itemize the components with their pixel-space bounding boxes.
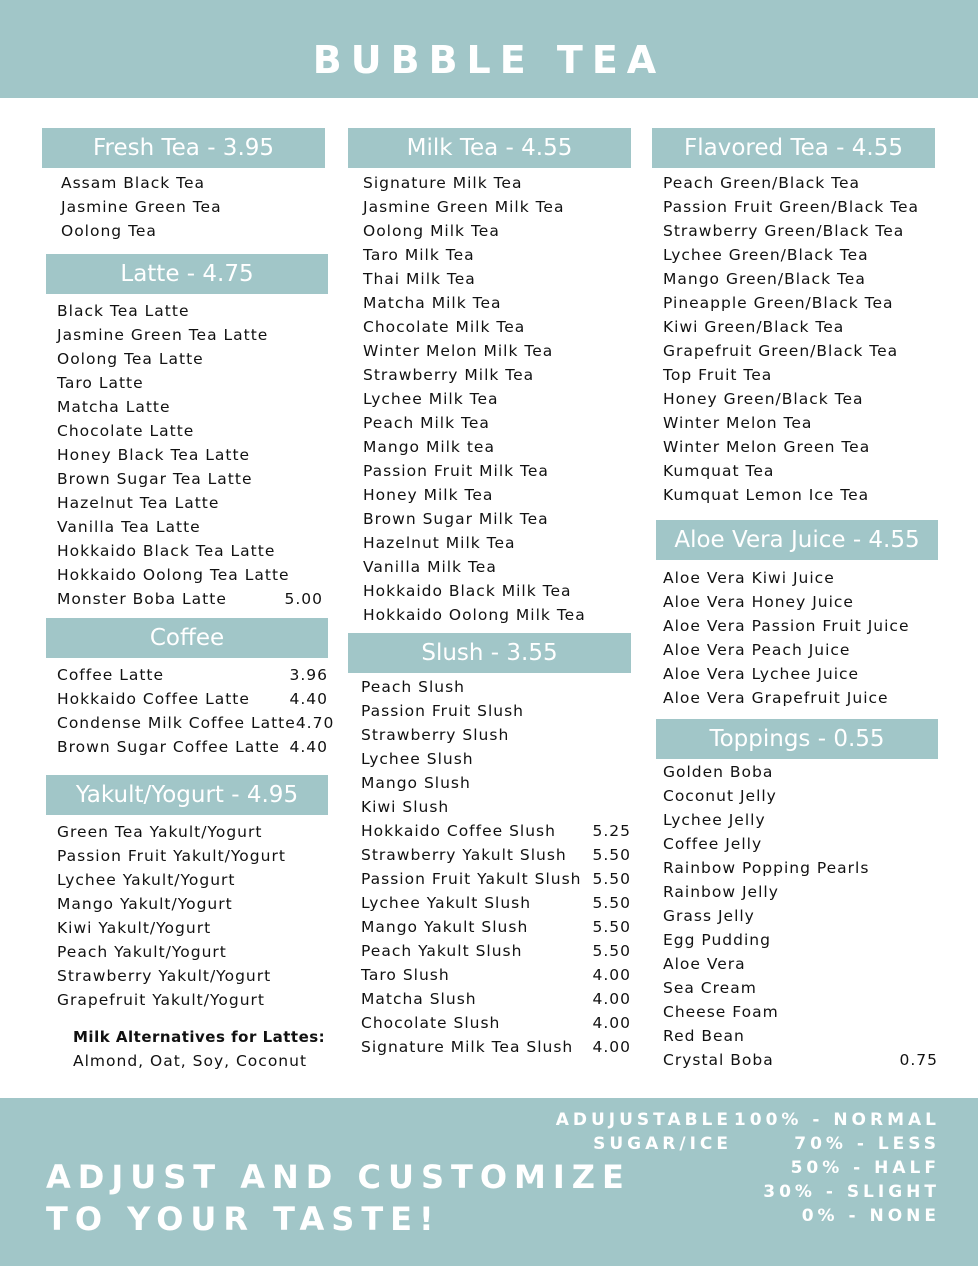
menu-item xyxy=(663,483,935,507)
menu-item xyxy=(363,363,631,387)
menu-item-name: Chocolate Slush xyxy=(361,1014,501,1032)
menu-item-name: Hazelnut Milk Tea xyxy=(363,534,516,552)
item-list xyxy=(652,168,935,507)
menu-item xyxy=(663,760,938,784)
menu-item-name: Peach Yakult Slush xyxy=(361,942,523,960)
menu-item-name: Sea Cream xyxy=(663,979,757,997)
menu-item-name: Peach Green/Black Tea xyxy=(663,174,860,192)
menu-item-name: Hokkaido Oolong Milk Tea xyxy=(363,606,586,624)
item-list xyxy=(46,658,335,759)
section-aloe-vera xyxy=(656,520,938,710)
item-list xyxy=(46,294,328,611)
milk-alternatives xyxy=(73,1025,325,1073)
menu-item-name: Strawberry Green/Black Tea xyxy=(663,222,905,240)
menu-item-price: 4.40 xyxy=(289,690,328,708)
menu-item-price: 5.50 xyxy=(592,870,631,888)
item-list xyxy=(656,759,938,1072)
item-list xyxy=(42,168,325,243)
menu-item-name: Peach Milk Tea xyxy=(363,414,490,432)
menu-item xyxy=(57,687,328,711)
menu-item-price: 5.25 xyxy=(592,822,631,840)
menu-item xyxy=(363,459,631,483)
menu-item-name: Hokkaido Black Milk Tea xyxy=(363,582,572,600)
menu-item-name: Mango Yakult/Yogurt xyxy=(57,895,233,913)
level-item: 70% - LESS xyxy=(794,1134,940,1154)
menu-item-name: Matcha Latte xyxy=(57,398,171,416)
menu-item-name: Kumquat Tea xyxy=(663,462,775,480)
menu-item xyxy=(57,491,323,515)
menu-item xyxy=(663,784,938,808)
menu-item-name: Strawberry Yakult/Yogurt xyxy=(57,967,272,985)
menu-item xyxy=(361,867,631,891)
menu-item xyxy=(361,699,631,723)
menu-item-name: Grapefruit Green/Black Tea xyxy=(663,342,899,360)
menu-item-price: 4.00 xyxy=(592,990,631,1008)
page-title: BUBBLE TEA xyxy=(312,38,666,82)
menu-item-name: Brown Sugar Coffee Latte xyxy=(57,738,280,756)
menu-item xyxy=(663,832,938,856)
menu-item-name: Assam Black Tea xyxy=(61,174,206,192)
menu-item xyxy=(361,771,631,795)
menu-item-name: Green Tea Yakult/Yogurt xyxy=(57,823,263,841)
level-item: 0% - NONE xyxy=(801,1206,940,1226)
menu-item-name: Vanilla Milk Tea xyxy=(363,558,497,576)
menu-item-name: Aloe Vera Grapefruit Juice xyxy=(663,689,889,707)
menu-item xyxy=(663,219,935,243)
menu-item xyxy=(663,856,938,880)
menu-item xyxy=(57,916,328,940)
menu-item-name: Taro Milk Tea xyxy=(363,246,475,264)
menu-item xyxy=(663,952,938,976)
level-item: 50% - HALF xyxy=(790,1158,940,1178)
menu-item xyxy=(361,963,631,987)
menu-item xyxy=(363,603,631,627)
menu-item xyxy=(663,363,935,387)
menu-item-name: Aloe Vera Peach Juice xyxy=(663,641,851,659)
menu-item xyxy=(361,1035,631,1059)
level-item: 30% - SLIGHT xyxy=(763,1182,940,1202)
menu-item xyxy=(663,638,938,662)
menu-item xyxy=(363,507,631,531)
menu-item-name: Honey Green/Black Tea xyxy=(663,390,864,408)
menu-item xyxy=(663,1048,938,1072)
menu-item-price: 4.00 xyxy=(592,1038,631,1056)
menu-item xyxy=(663,880,938,904)
menu-item xyxy=(361,1011,631,1035)
menu-item xyxy=(663,566,938,590)
menu-item xyxy=(57,735,328,759)
menu-item-name: Honey Black Tea Latte xyxy=(57,446,251,464)
menu-item-name: Signature Milk Tea Slush xyxy=(361,1038,574,1056)
item-list xyxy=(656,560,938,710)
menu-item xyxy=(57,940,328,964)
menu-item-name: Golden Boba xyxy=(663,763,774,781)
menu-item-name: Top Fruit Tea xyxy=(663,366,773,384)
menu-item xyxy=(57,515,323,539)
section-fresh-tea xyxy=(42,128,325,243)
menu-item-price: 3.96 xyxy=(289,666,328,684)
section-header: Yakult/Yogurt - 4.95 xyxy=(46,775,328,815)
menu-item-name: Oolong Tea xyxy=(61,222,157,240)
menu-item xyxy=(361,939,631,963)
level-item: 100% - NORMAL xyxy=(733,1110,940,1130)
menu-item-name: Kiwi Green/Black Tea xyxy=(663,318,845,336)
menu-item xyxy=(663,195,935,219)
menu-item-name: Winter Melon Milk Tea xyxy=(363,342,554,360)
menu-item-name: Chocolate Latte xyxy=(57,422,195,440)
section-header: Toppings - 0.55 xyxy=(656,719,938,759)
adjust-label-line-2: SUGAR/ICE xyxy=(593,1134,732,1154)
menu-item xyxy=(57,347,323,371)
menu-item-name: Aloe Vera Passion Fruit Juice xyxy=(663,617,910,635)
menu-item-name: Vanilla Tea Latte xyxy=(57,518,201,536)
menu-item xyxy=(363,339,631,363)
menu-item-name: Red Bean xyxy=(663,1027,745,1045)
menu-item xyxy=(663,614,938,638)
menu-item xyxy=(57,988,328,1012)
menu-item xyxy=(57,711,335,735)
menu-item xyxy=(363,219,631,243)
tagline-line-2: TO YOUR TASTE! xyxy=(46,1200,441,1238)
menu-item-name: Kiwi Yakult/Yogurt xyxy=(57,919,212,937)
section-header: Milk Tea - 4.55 xyxy=(348,128,631,168)
menu-item-name: Chocolate Milk Tea xyxy=(363,318,526,336)
menu-item xyxy=(663,1024,938,1048)
menu-item-name: Matcha Slush xyxy=(361,990,477,1008)
menu-item-name: Rainbow Jelly xyxy=(663,883,779,901)
menu-item-name: Oolong Tea Latte xyxy=(57,350,204,368)
menu-item-name: Coffee Latte xyxy=(57,666,165,684)
menu-item-name: Brown Sugar Milk Tea xyxy=(363,510,549,528)
menu-item xyxy=(57,467,323,491)
menu-item-name: Rainbow Popping Pearls xyxy=(663,859,870,877)
menu-item xyxy=(57,820,328,844)
menu-item-name: Peach Slush xyxy=(361,678,465,696)
menu-item-name: Hokkaido Black Tea Latte xyxy=(57,542,276,560)
menu-item xyxy=(663,291,935,315)
menu-item-name: Aloe Vera Lychee Juice xyxy=(663,665,860,683)
menu-item xyxy=(363,387,631,411)
menu-item xyxy=(361,795,631,819)
menu-item-name: Strawberry Milk Tea xyxy=(363,366,535,384)
menu-item-price: 5.50 xyxy=(592,942,631,960)
menu-item-name: Aloe Vera Honey Juice xyxy=(663,593,854,611)
menu-item-name: Hokkaido Oolong Tea Latte xyxy=(57,566,290,584)
menu-item xyxy=(663,928,938,952)
menu-item xyxy=(663,171,935,195)
menu-item xyxy=(57,419,323,443)
bottom-banner xyxy=(0,1098,978,1266)
menu-item-price: 4.00 xyxy=(592,1014,631,1032)
menu-item xyxy=(57,395,323,419)
menu-item xyxy=(57,892,328,916)
menu-item-name: Taro Latte xyxy=(57,374,144,392)
menu-item xyxy=(663,662,938,686)
menu-item-price: 4.70 xyxy=(295,714,335,732)
menu-item xyxy=(363,483,631,507)
menu-item-name: Hokkaido Coffee Slush xyxy=(361,822,556,840)
section-header: Aloe Vera Juice - 4.55 xyxy=(656,520,938,560)
menu-item-name: Coconut Jelly xyxy=(663,787,777,805)
menu-item-name: Crystal Boba xyxy=(663,1051,774,1069)
top-banner xyxy=(0,0,978,98)
menu-item xyxy=(663,590,938,614)
menu-item xyxy=(363,291,631,315)
item-list xyxy=(46,815,328,1012)
menu-item xyxy=(663,387,935,411)
menu-item xyxy=(57,868,328,892)
menu-item-name: Aloe Vera xyxy=(663,955,746,973)
menu-item xyxy=(663,267,935,291)
menu-item xyxy=(663,435,935,459)
section-yakult xyxy=(46,775,328,1012)
menu-item xyxy=(57,299,323,323)
menu-item xyxy=(363,555,631,579)
menu-item-name: Jasmine Green Tea xyxy=(61,198,222,216)
menu-item-name: Lychee Yakult Slush xyxy=(361,894,532,912)
menu-item xyxy=(361,723,631,747)
milk-alternatives-title: Milk Alternatives for Lattes: xyxy=(73,1028,326,1046)
menu-item xyxy=(57,964,328,988)
section-header: Flavored Tea - 4.55 xyxy=(652,128,935,168)
menu-item-name: Kumquat Lemon Ice Tea xyxy=(663,486,870,504)
menu-item xyxy=(663,1000,938,1024)
section-milk-tea xyxy=(348,128,631,627)
menu-item-name: Strawberry Yakult Slush xyxy=(361,846,567,864)
menu-item xyxy=(57,663,328,687)
menu-item-name: Oolong Milk Tea xyxy=(363,222,500,240)
menu-item xyxy=(61,195,325,219)
menu-item-price: 4.40 xyxy=(289,738,328,756)
menu-item-name: Mango Yakult Slush xyxy=(361,918,529,936)
menu-item xyxy=(361,747,631,771)
menu-item-name: Mango Green/Black Tea xyxy=(663,270,866,288)
menu-item xyxy=(361,891,631,915)
menu-item-name: Passion Fruit Slush xyxy=(361,702,525,720)
menu-item-name: Egg Pudding xyxy=(663,931,771,949)
menu-item-name: Monster Boba Latte xyxy=(57,590,227,608)
menu-item xyxy=(363,195,631,219)
menu-item xyxy=(57,443,323,467)
adjust-label-line-1: ADUJUSTABLE xyxy=(555,1110,732,1130)
section-header: Slush - 3.55 xyxy=(348,633,631,673)
menu-item xyxy=(57,587,323,611)
section-header: Latte - 4.75 xyxy=(46,254,328,294)
menu-item-name: Mango Milk tea xyxy=(363,438,495,456)
menu-item xyxy=(363,315,631,339)
section-slush xyxy=(348,633,631,1059)
menu-item-name: Kiwi Slush xyxy=(361,798,450,816)
menu-item-name: Strawberry Slush xyxy=(361,726,510,744)
menu-item-name: Jasmine Green Milk Tea xyxy=(363,198,565,216)
menu-item-name: Passion Fruit Green/Black Tea xyxy=(663,198,920,216)
menu-item xyxy=(363,267,631,291)
menu-item xyxy=(57,371,323,395)
menu-item-name: Pineapple Green/Black Tea xyxy=(663,294,894,312)
menu-item-name: Winter Melon Tea xyxy=(663,414,813,432)
menu-item-name: Lychee Milk Tea xyxy=(363,390,499,408)
menu-item-name: Black Tea Latte xyxy=(57,302,190,320)
menu-item xyxy=(363,435,631,459)
menu-item xyxy=(57,539,323,563)
menu-item-name: Lychee Yakult/Yogurt xyxy=(57,871,236,889)
menu-item xyxy=(363,531,631,555)
milk-alternatives-values: Almond, Oat, Soy, Coconut xyxy=(73,1052,308,1070)
menu-item xyxy=(663,315,935,339)
section-toppings xyxy=(656,719,938,1072)
menu-item xyxy=(361,819,631,843)
menu-item-name: Thai Milk Tea xyxy=(363,270,476,288)
menu-item-name: Hazelnut Tea Latte xyxy=(57,494,220,512)
menu-item-name: Matcha Milk Tea xyxy=(363,294,502,312)
menu-item xyxy=(57,844,328,868)
menu-item xyxy=(663,686,938,710)
menu-item-name: Cheese Foam xyxy=(663,1003,779,1021)
section-coffee xyxy=(46,618,335,759)
menu-item-name: Brown Sugar Tea Latte xyxy=(57,470,253,488)
menu-item-price: 5.50 xyxy=(592,894,631,912)
section-flavored-tea xyxy=(652,128,935,507)
menu-item xyxy=(361,915,631,939)
sugar-ice-levels xyxy=(734,1108,940,1228)
item-list xyxy=(348,673,631,1059)
section-header: Coffee xyxy=(46,618,328,658)
menu-item xyxy=(57,563,323,587)
menu-item xyxy=(663,243,935,267)
customize-tagline xyxy=(46,1156,631,1240)
menu-item xyxy=(61,171,325,195)
menu-item xyxy=(363,243,631,267)
menu-item-price: 4.00 xyxy=(592,966,631,984)
menu-item xyxy=(361,843,631,867)
menu-item-name: Passion Fruit Yakult Slush xyxy=(361,870,582,888)
menu-item-name: Mango Slush xyxy=(361,774,471,792)
menu-item-name: Passion Fruit Yakult/Yogurt xyxy=(57,847,286,865)
menu-item-name: Aloe Vera Kiwi Juice xyxy=(663,569,835,587)
menu-item-name: Taro Slush xyxy=(361,966,450,984)
menu-item xyxy=(663,808,938,832)
menu-item xyxy=(663,339,935,363)
tagline-line-1: ADJUST AND CUSTOMIZE xyxy=(46,1158,631,1196)
menu-item xyxy=(663,904,938,928)
menu-item-name: Signature Milk Tea xyxy=(363,174,523,192)
menu-item xyxy=(663,459,935,483)
section-latte xyxy=(46,254,328,611)
menu-item xyxy=(663,411,935,435)
menu-item-name: Honey Milk Tea xyxy=(363,486,494,504)
section-header: Fresh Tea - 3.95 xyxy=(42,128,325,168)
adjust-label xyxy=(520,1108,732,1156)
menu-item-price: 5.50 xyxy=(592,846,631,864)
menu-item-price: 5.00 xyxy=(284,590,323,608)
menu-item xyxy=(361,675,631,699)
menu-item xyxy=(363,579,631,603)
menu-item-name: Grass Jelly xyxy=(663,907,755,925)
menu-item-name: Lychee Jelly xyxy=(663,811,766,829)
menu-item-price: 5.50 xyxy=(592,918,631,936)
menu-item-name: Hokkaido Coffee Latte xyxy=(57,690,250,708)
menu-item xyxy=(61,219,325,243)
menu-item-name: Grapefruit Yakult/Yogurt xyxy=(57,991,265,1009)
menu-item xyxy=(57,323,323,347)
menu-item-price: 0.75 xyxy=(899,1051,938,1069)
menu-item xyxy=(361,987,631,1011)
menu-item-name: Peach Yakult/Yogurt xyxy=(57,943,227,961)
menu-item xyxy=(663,976,938,1000)
menu-item xyxy=(363,171,631,195)
menu-item-name: Coffee Jelly xyxy=(663,835,763,853)
item-list xyxy=(348,168,631,627)
menu-item-name: Lychee Green/Black Tea xyxy=(663,246,869,264)
menu-item-name: Winter Melon Green Tea xyxy=(663,438,871,456)
menu-item-name: Passion Fruit Milk Tea xyxy=(363,462,549,480)
menu-item-name: Jasmine Green Tea Latte xyxy=(57,326,269,344)
menu-item xyxy=(363,411,631,435)
menu-item-name: Lychee Slush xyxy=(361,750,474,768)
menu-item-name: Condense Milk Coffee Latte xyxy=(57,714,296,732)
